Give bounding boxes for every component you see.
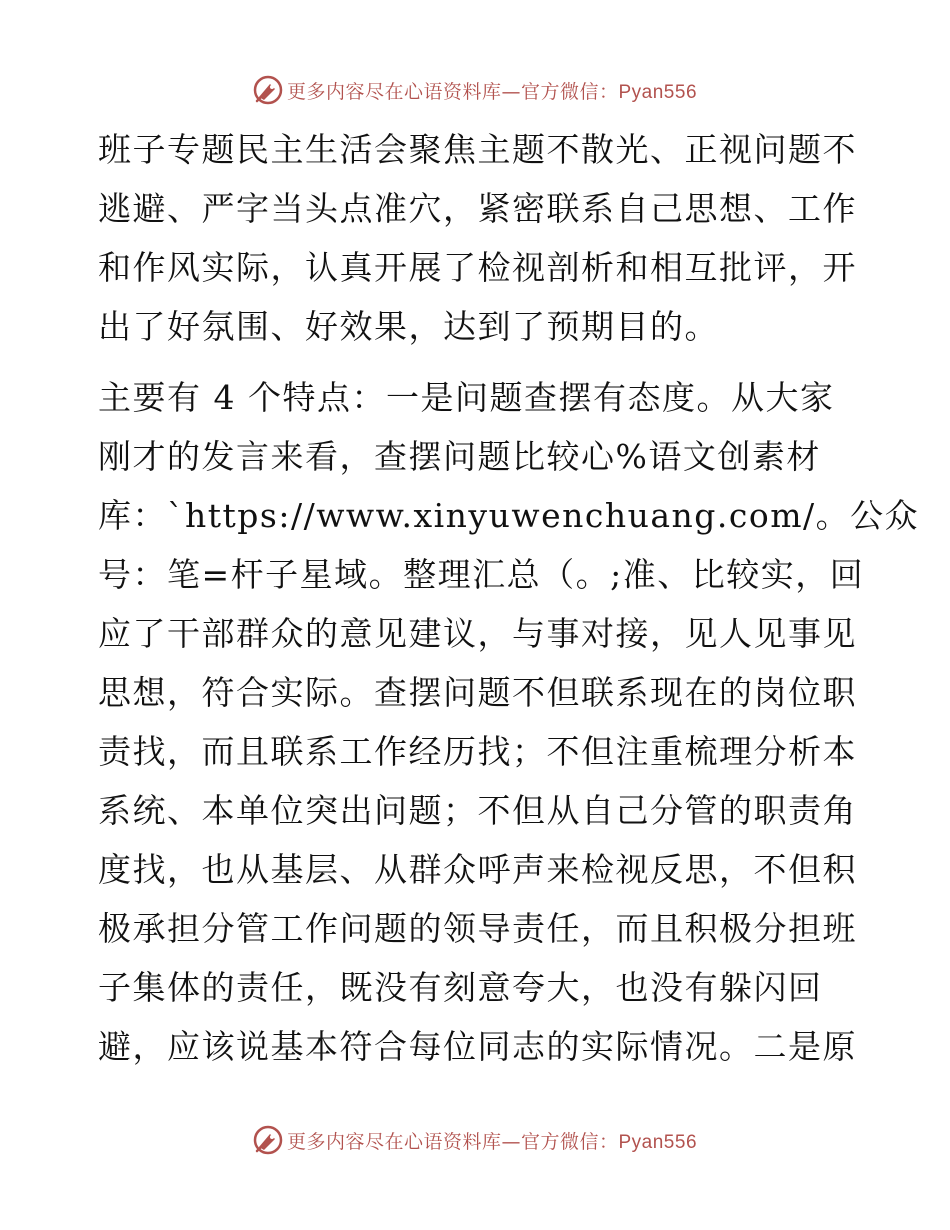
pen-nib-logo-icon [253, 1125, 283, 1155]
text-line: 出了好氛围、好效果，达到了预期目的。 [98, 307, 719, 346]
paragraph-1 [98, 120, 858, 356]
text-line: 应了干部群众的意见建议，与事对接，见人见事见 [98, 614, 857, 653]
text-line: 子集体的责任，既没有刻意夸大，也没有躲闪回 [98, 968, 823, 1007]
text-line: 主要有 4 个特点：一是问题查摆有态度。从大家 [98, 378, 835, 417]
paragraph-2 [98, 368, 920, 1076]
text-line: 班子专题民主生活会聚焦主题不散光、正视问题不 [98, 130, 857, 169]
text-line: 逃避、严字当头点准穴，紧密联系自己思想、工作 [98, 189, 857, 228]
text-line: 刚才的发言来看，查摆问题比较心%语文创素材 [98, 437, 821, 476]
text-line: 责找，而且联系工作经历找；不但注重梳理分析本 [98, 732, 857, 771]
text-line: 思想，符合实际。查摆问题不但联系现在的岗位职 [98, 673, 857, 712]
footer-watermark-banner [0, 1120, 950, 1160]
text-line: 度找，也从基层、从群众呼声来检视反思，不但积 [98, 850, 857, 889]
watermark-text: 更多内容尽在心语资料库—官方微信：Pyan556 [286, 1130, 698, 1153]
header-watermark-banner [0, 70, 950, 110]
document-body [98, 120, 920, 1076]
text-line: 极承担分管工作问题的领导责任，而且积极分担班 [98, 909, 857, 948]
text-line: 避，应该说基本符合每位同志的实际情况。二是原 [98, 1027, 857, 1066]
watermark-text: 更多内容尽在心语资料库—官方微信：Pyan556 [286, 80, 698, 103]
pen-nib-logo-icon [253, 75, 283, 105]
paragraph-gap [98, 356, 858, 368]
text-line: 系统、本单位突出问题；不但从自己分管的职责角 [98, 791, 857, 830]
text-line: 库：`https://www.xinyuwenchuang.com/。公众 [98, 496, 920, 535]
text-line: 和作风实际，认真开展了检视剖析和相互批评，开 [98, 248, 857, 287]
text-line: 号：笔=杆子星域。整理汇总（。;准、比较实，回 [98, 555, 865, 594]
